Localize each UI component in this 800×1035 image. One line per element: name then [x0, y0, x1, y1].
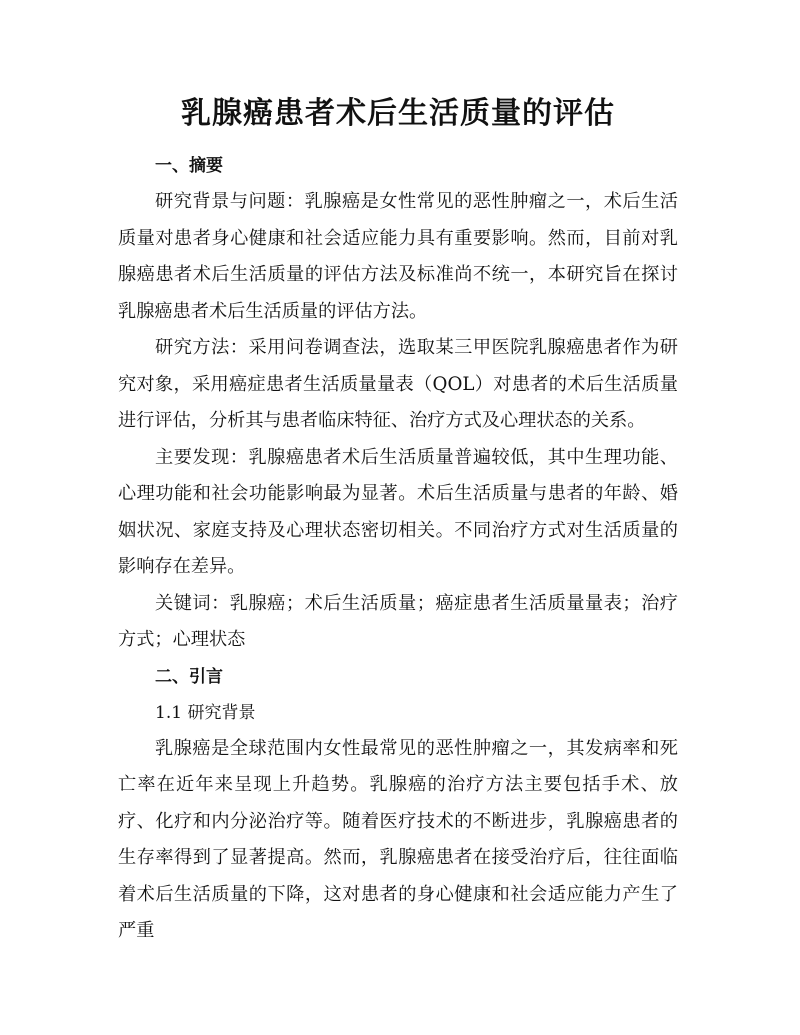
abstract-findings-paragraph: 主要发现：乳腺癌患者术后生活质量普遍较低，其中生理功能、心理功能和社会功能影响最为显著。术后生活质量与患者的年龄、婚姻状况、家庭支持及心理状态密切相关。不同治疗方式对生活质量的影响存在差异。	[118, 446, 678, 577]
document-page	[118, 92, 678, 950]
document-title: 乳腺癌患者术后生活质量的评估	[181, 96, 615, 131]
keywords-paragraph: 关键词：乳腺癌；术后生活质量；癌症患者生活质量量表；治疗方式；心理状态	[118, 592, 678, 650]
introduction-heading: 二、引言	[155, 666, 223, 687]
research-background-heading: 1.1 研究背景	[155, 702, 256, 723]
abstract-heading: 一、摘要	[155, 156, 223, 176]
research-background-paragraph: 乳腺癌是全球范围内女性最常见的恶性肿瘤之一，其发病率和死亡率在近年来呈现上升趋势。乳腺癌的治疗方法主要包括手术、放疗、化疗和内分泌治疗等。随着医疗技术的不断进步，乳腺癌患者的生存率得到了显著提高。然而，乳腺癌患者在接受治疗后，往往面临着术后生活质量的下降，这对患者的身心健康和社会适应能力产生了严重	[118, 737, 678, 941]
abstract-methods-paragraph: 研究方法：采用问卷调查法，选取某三甲医院乳腺癌患者作为研究对象，采用癌症患者生活质量量表（QOL）对患者的术后生活质量进行评估，分析其与患者临床特征、治疗方式及心理状态的关系。	[118, 337, 678, 431]
abstract-background-paragraph: 研究背景与问题：乳腺癌是女性常见的恶性肿瘤之一，术后生活质量对患者身心健康和社会适应能力具有重要影响。然而，目前对乳腺癌患者术后生活质量的评估方法及标准尚不统一，本研究旨在探讨乳腺癌患者术后生活质量的评估方法。	[118, 191, 678, 322]
